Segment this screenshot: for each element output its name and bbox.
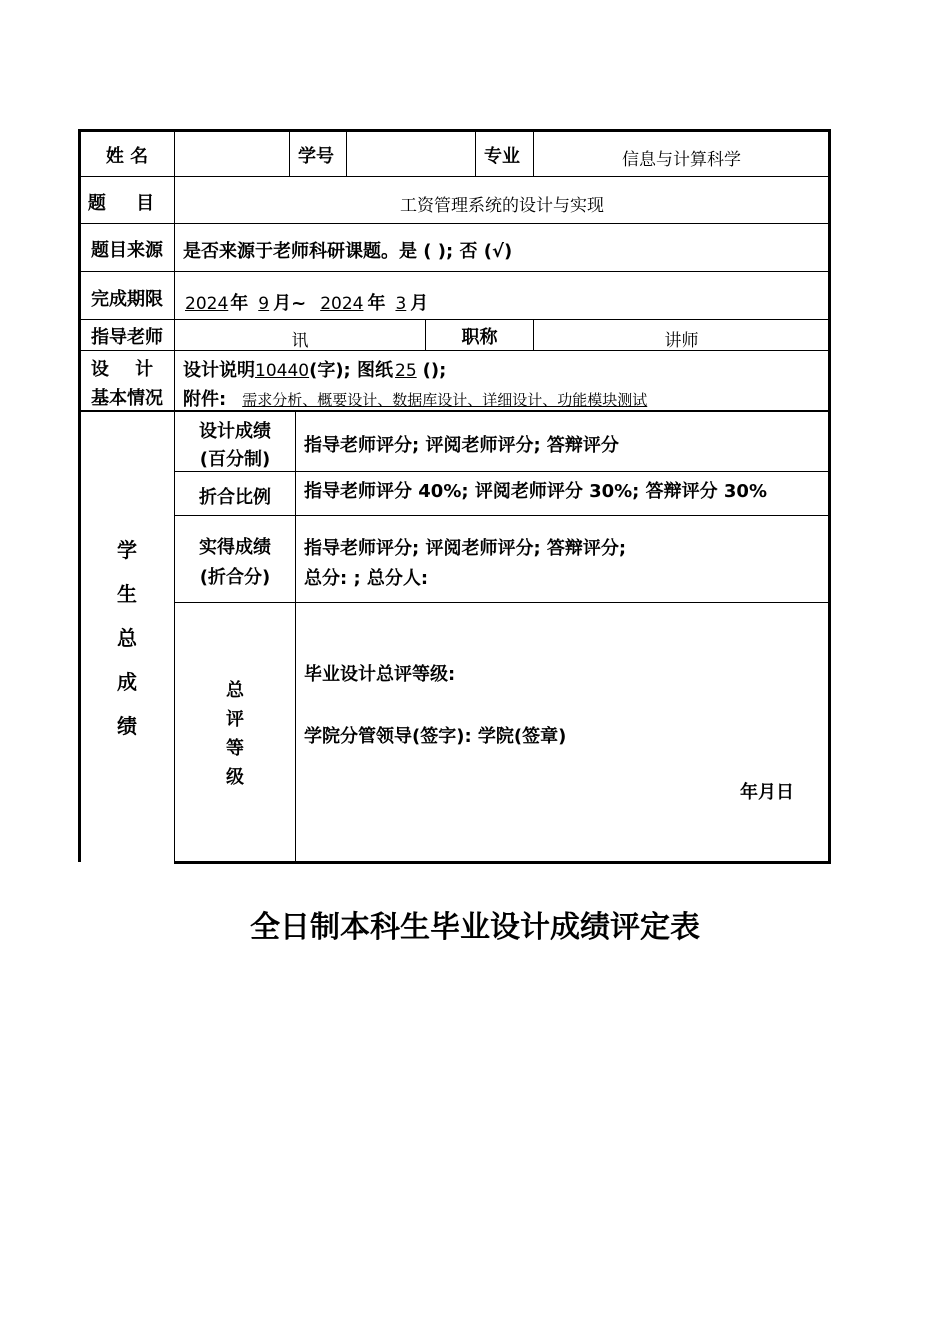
student-id-label: 学号 bbox=[298, 146, 334, 167]
attachment-line bbox=[183, 385, 647, 411]
major-value: 信息与计算科学 bbox=[622, 150, 741, 170]
end-month: 3 bbox=[395, 294, 407, 314]
score-label: 设计成绩 (百分制) bbox=[199, 421, 271, 470]
drawings-unit: (); bbox=[422, 360, 447, 381]
topic-label: 题 目 bbox=[87, 193, 167, 214]
actual-line-1: 指导老师评分; 评阅老师评分; 答辩评分; bbox=[304, 538, 627, 559]
period-label: 完成期限 bbox=[91, 289, 163, 310]
ratio-label: 折合比例 bbox=[199, 487, 271, 508]
job-title-label: 职称 bbox=[461, 327, 498, 348]
ratio-value: 指导老师评分 40%; 评阅老师评分 30%; 答辩评分 30% bbox=[304, 481, 767, 502]
attachment-label: 附件: bbox=[183, 389, 227, 410]
job-title-value: 讲师 bbox=[664, 331, 699, 351]
actual-line-2: 总分: ; 总分人: bbox=[304, 568, 429, 589]
student-id-field[interactable] bbox=[348, 131, 474, 175]
attachment-value: 需求分析、概要设计、数据库设计、详细设计、功能模块测试 bbox=[242, 391, 648, 409]
design-desc-value: 10440 bbox=[255, 361, 310, 381]
grade-line-2: 学院分管领导(签字): 学院(签章) bbox=[304, 726, 567, 747]
design-desc-unit: (字); 图纸 bbox=[309, 360, 394, 381]
student-total-label: 学 生 总 成 绩 bbox=[117, 538, 137, 738]
start-year: 2024 bbox=[185, 294, 229, 314]
advisor-value: 讯 bbox=[291, 331, 309, 351]
end-year: 2024 bbox=[320, 294, 364, 314]
design-label-2: 基本情况 bbox=[91, 388, 163, 409]
grade-label: 总 评 等 级 bbox=[226, 680, 244, 788]
name-field[interactable] bbox=[176, 131, 288, 175]
source-label: 题目来源 bbox=[91, 240, 163, 261]
page-title: 全日制本科生毕业设计成绩评定表 bbox=[250, 910, 700, 945]
topic-value: 工资管理系统的设计与实现 bbox=[400, 196, 604, 216]
advisor-label: 指导老师 bbox=[91, 327, 163, 348]
design-label-1: 设 计 bbox=[90, 359, 164, 380]
source-value: 是否来源于老师科研课题。是 ( ); 否 (√) bbox=[183, 241, 513, 262]
date-line: 年月日 bbox=[740, 782, 794, 803]
period-value: 2024 年 9 月~ 2024 年 3 月 bbox=[185, 293, 429, 314]
score-value: 指导老师评分; 评阅老师评分; 答辩评分 bbox=[304, 435, 619, 456]
actual-label: 实得成绩 (折合分) bbox=[199, 537, 271, 588]
drawings-value: 25 bbox=[395, 361, 417, 381]
major-label: 专业 bbox=[484, 146, 520, 167]
name-label: 姓 名 bbox=[105, 146, 149, 167]
design-desc-line bbox=[183, 356, 446, 382]
design-desc-label: 设计说明 bbox=[183, 360, 255, 381]
start-month: 9 bbox=[258, 294, 270, 314]
grade-line-1: 毕业设计总评等级: bbox=[304, 664, 456, 685]
